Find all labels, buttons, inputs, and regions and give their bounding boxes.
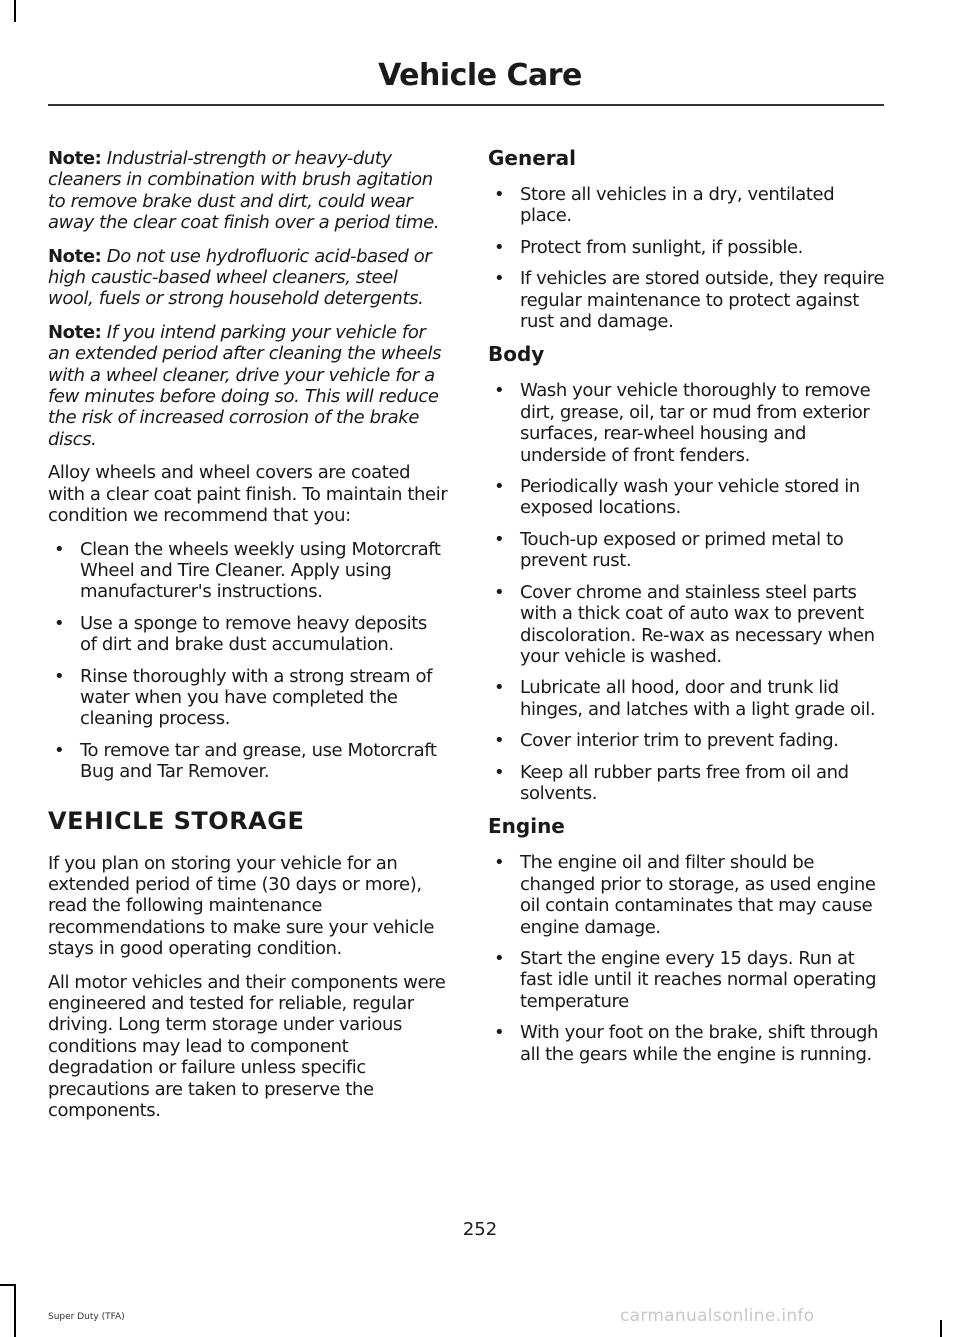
list-item	[488, 582, 888, 668]
note-text: Do not use hydrofluoric acid-based or high caustic-based wheel cleaners, steel wool, fuels or strong household detergents.	[48, 245, 432, 310]
list-item-text: Lubricate all hood, door and trunk lid hinges, and latches with a light grade oil.	[520, 677, 876, 720]
subheading-body: Body	[488, 342, 545, 367]
list-item	[488, 762, 888, 805]
bullet-icon: •	[494, 852, 505, 874]
list-item	[488, 730, 888, 751]
section-heading-vehicle-storage: VEHICLE STORAGE	[48, 806, 305, 835]
list-item	[488, 852, 888, 938]
list-item-text: The engine oil and filter should be changed prior to storage, as used engine oil contain contaminates that may cause engine damage.	[520, 852, 876, 938]
bullet-icon: •	[494, 528, 505, 550]
bullet-icon: •	[494, 947, 505, 969]
crop-mark-bottom-right	[940, 1320, 942, 1337]
list-item-text: Wash your vehicle thoroughly to remove dirt, grease, oil, tar or mud from exterior surfaces, rear-wheel housing and underside of front fenders.	[520, 380, 871, 466]
list-item-text: Touch-up exposed or primed metal to prevent rust.	[520, 528, 844, 572]
note-paragraph	[48, 246, 448, 310]
footer-model-label: Super Duty (TFA)	[48, 1312, 125, 1322]
list-item	[488, 237, 888, 258]
watermark: carmanualsonline.info	[620, 1306, 815, 1326]
engine-list	[488, 852, 888, 1065]
list-item-text: Store all vehicles in a dry, ventilated place.	[520, 184, 835, 227]
bullet-icon: •	[494, 1022, 505, 1044]
bullet-icon: •	[494, 236, 505, 258]
bullet-icon: •	[494, 268, 505, 290]
list-item-text: Keep all rubber parts free from oil and solvents.	[520, 761, 849, 804]
bullet-icon: •	[494, 761, 505, 783]
left-column	[48, 148, 448, 1133]
note-paragraph	[48, 148, 448, 234]
list-item	[488, 677, 888, 720]
crop-mark-bottom-left	[14, 1285, 16, 1337]
bullet-icon: •	[54, 538, 65, 560]
bullet-icon: •	[54, 665, 65, 687]
list-item	[488, 1022, 888, 1065]
page-number: 252	[462, 1219, 498, 1240]
list-item	[488, 184, 888, 227]
crop-mark-top-left	[14, 0, 16, 22]
list-item-text: Use a sponge to remove heavy deposits of dirt and brake dust accumulation.	[80, 612, 427, 656]
bullet-icon: •	[494, 677, 505, 699]
note-label: Note:	[48, 148, 102, 169]
list-item-text: Clean the wheels weekly using Motorcraft Wheel and Tire Cleaner. Apply using manufacturer's instructions.	[80, 538, 441, 603]
list-item	[488, 268, 888, 332]
list-item-text: If vehicles are stored outside, they require regular maintenance to protect against rust and damage.	[520, 268, 885, 333]
storage-paragraph: If you plan on storing your vehicle for an extended period of time (30 days or more), read the following maintenance recommendations to make sure your vehicle stays in good operating condition.	[48, 852, 434, 960]
list-item-text: Cover interior trim to prevent fading.	[520, 730, 839, 752]
list-item	[48, 666, 448, 730]
bullet-icon: •	[494, 184, 505, 205]
bullet-icon: •	[54, 739, 65, 761]
list-item-text: Start the engine every 15 days. Run at fast idle until it reaches normal operating temperature	[520, 947, 877, 1012]
list-item	[488, 476, 888, 519]
list-item-text: Periodically wash your vehicle stored in exposed locations.	[520, 476, 860, 519]
list-item-text: With your foot on the brake, shift through all the gears while the engine is running.	[520, 1022, 879, 1065]
note-label: Note:	[48, 321, 102, 343]
list-item	[488, 529, 888, 572]
crop-mark-bottom-left-h	[0, 1284, 16, 1286]
list-item	[488, 948, 888, 1012]
alloy-wheels-list	[48, 539, 448, 783]
bullet-icon: •	[494, 476, 505, 498]
list-item	[48, 740, 448, 783]
list-item	[488, 380, 888, 466]
page-title: Vehicle Care	[378, 58, 582, 93]
right-column	[488, 146, 888, 1075]
header-divider	[48, 104, 884, 106]
bullet-icon: •	[494, 581, 505, 603]
note-text: If you intend parking your vehicle for an extended period after cleaning the wheels with a wheel cleaner, drive your vehicle for a few minutes before doing so. This will reduce the risk of increased corrosion of the brake discs.	[48, 321, 442, 450]
general-list	[488, 184, 888, 332]
subheading-engine: Engine	[488, 814, 565, 839]
list-item	[48, 539, 448, 603]
body-list	[488, 380, 888, 804]
subheading-general: General	[488, 146, 576, 170]
note-text: Industrial-strength or heavy-duty cleaners in combination with brush agitation to remove brake dust and dirt, could wear away the clear coat finish over a period time.	[48, 148, 440, 234]
list-item	[48, 613, 448, 656]
storage-paragraph: All motor vehicles and their components were engineered and tested for reliable, regular driving. Long term storage under various conditions may lead to component degradation or failure unless specific precautions are taken to preserve the components.	[48, 971, 446, 1122]
bullet-icon: •	[54, 612, 65, 634]
alloy-wheels-intro: Alloy wheels and wheel covers are coated with a clear coat paint finish. To maintain their condition we recommend that you:	[48, 462, 448, 527]
list-item-text: To remove tar and grease, use Motorcraft Bug and Tar Remover.	[80, 739, 437, 783]
note-label: Note:	[48, 245, 102, 267]
list-item-text: Protect from sunlight, if possible.	[520, 236, 803, 258]
list-item-text: Rinse thoroughly with a strong stream of water when you have completed the cleaning process.	[80, 665, 433, 730]
bullet-icon: •	[494, 380, 505, 402]
bullet-icon: •	[494, 730, 505, 752]
list-item-text: Cover chrome and stainless steel parts with a thick coat of auto wax to prevent discoloration. Re-wax as necessary when your vehicle is washed.	[520, 581, 875, 667]
note-paragraph	[48, 322, 448, 450]
